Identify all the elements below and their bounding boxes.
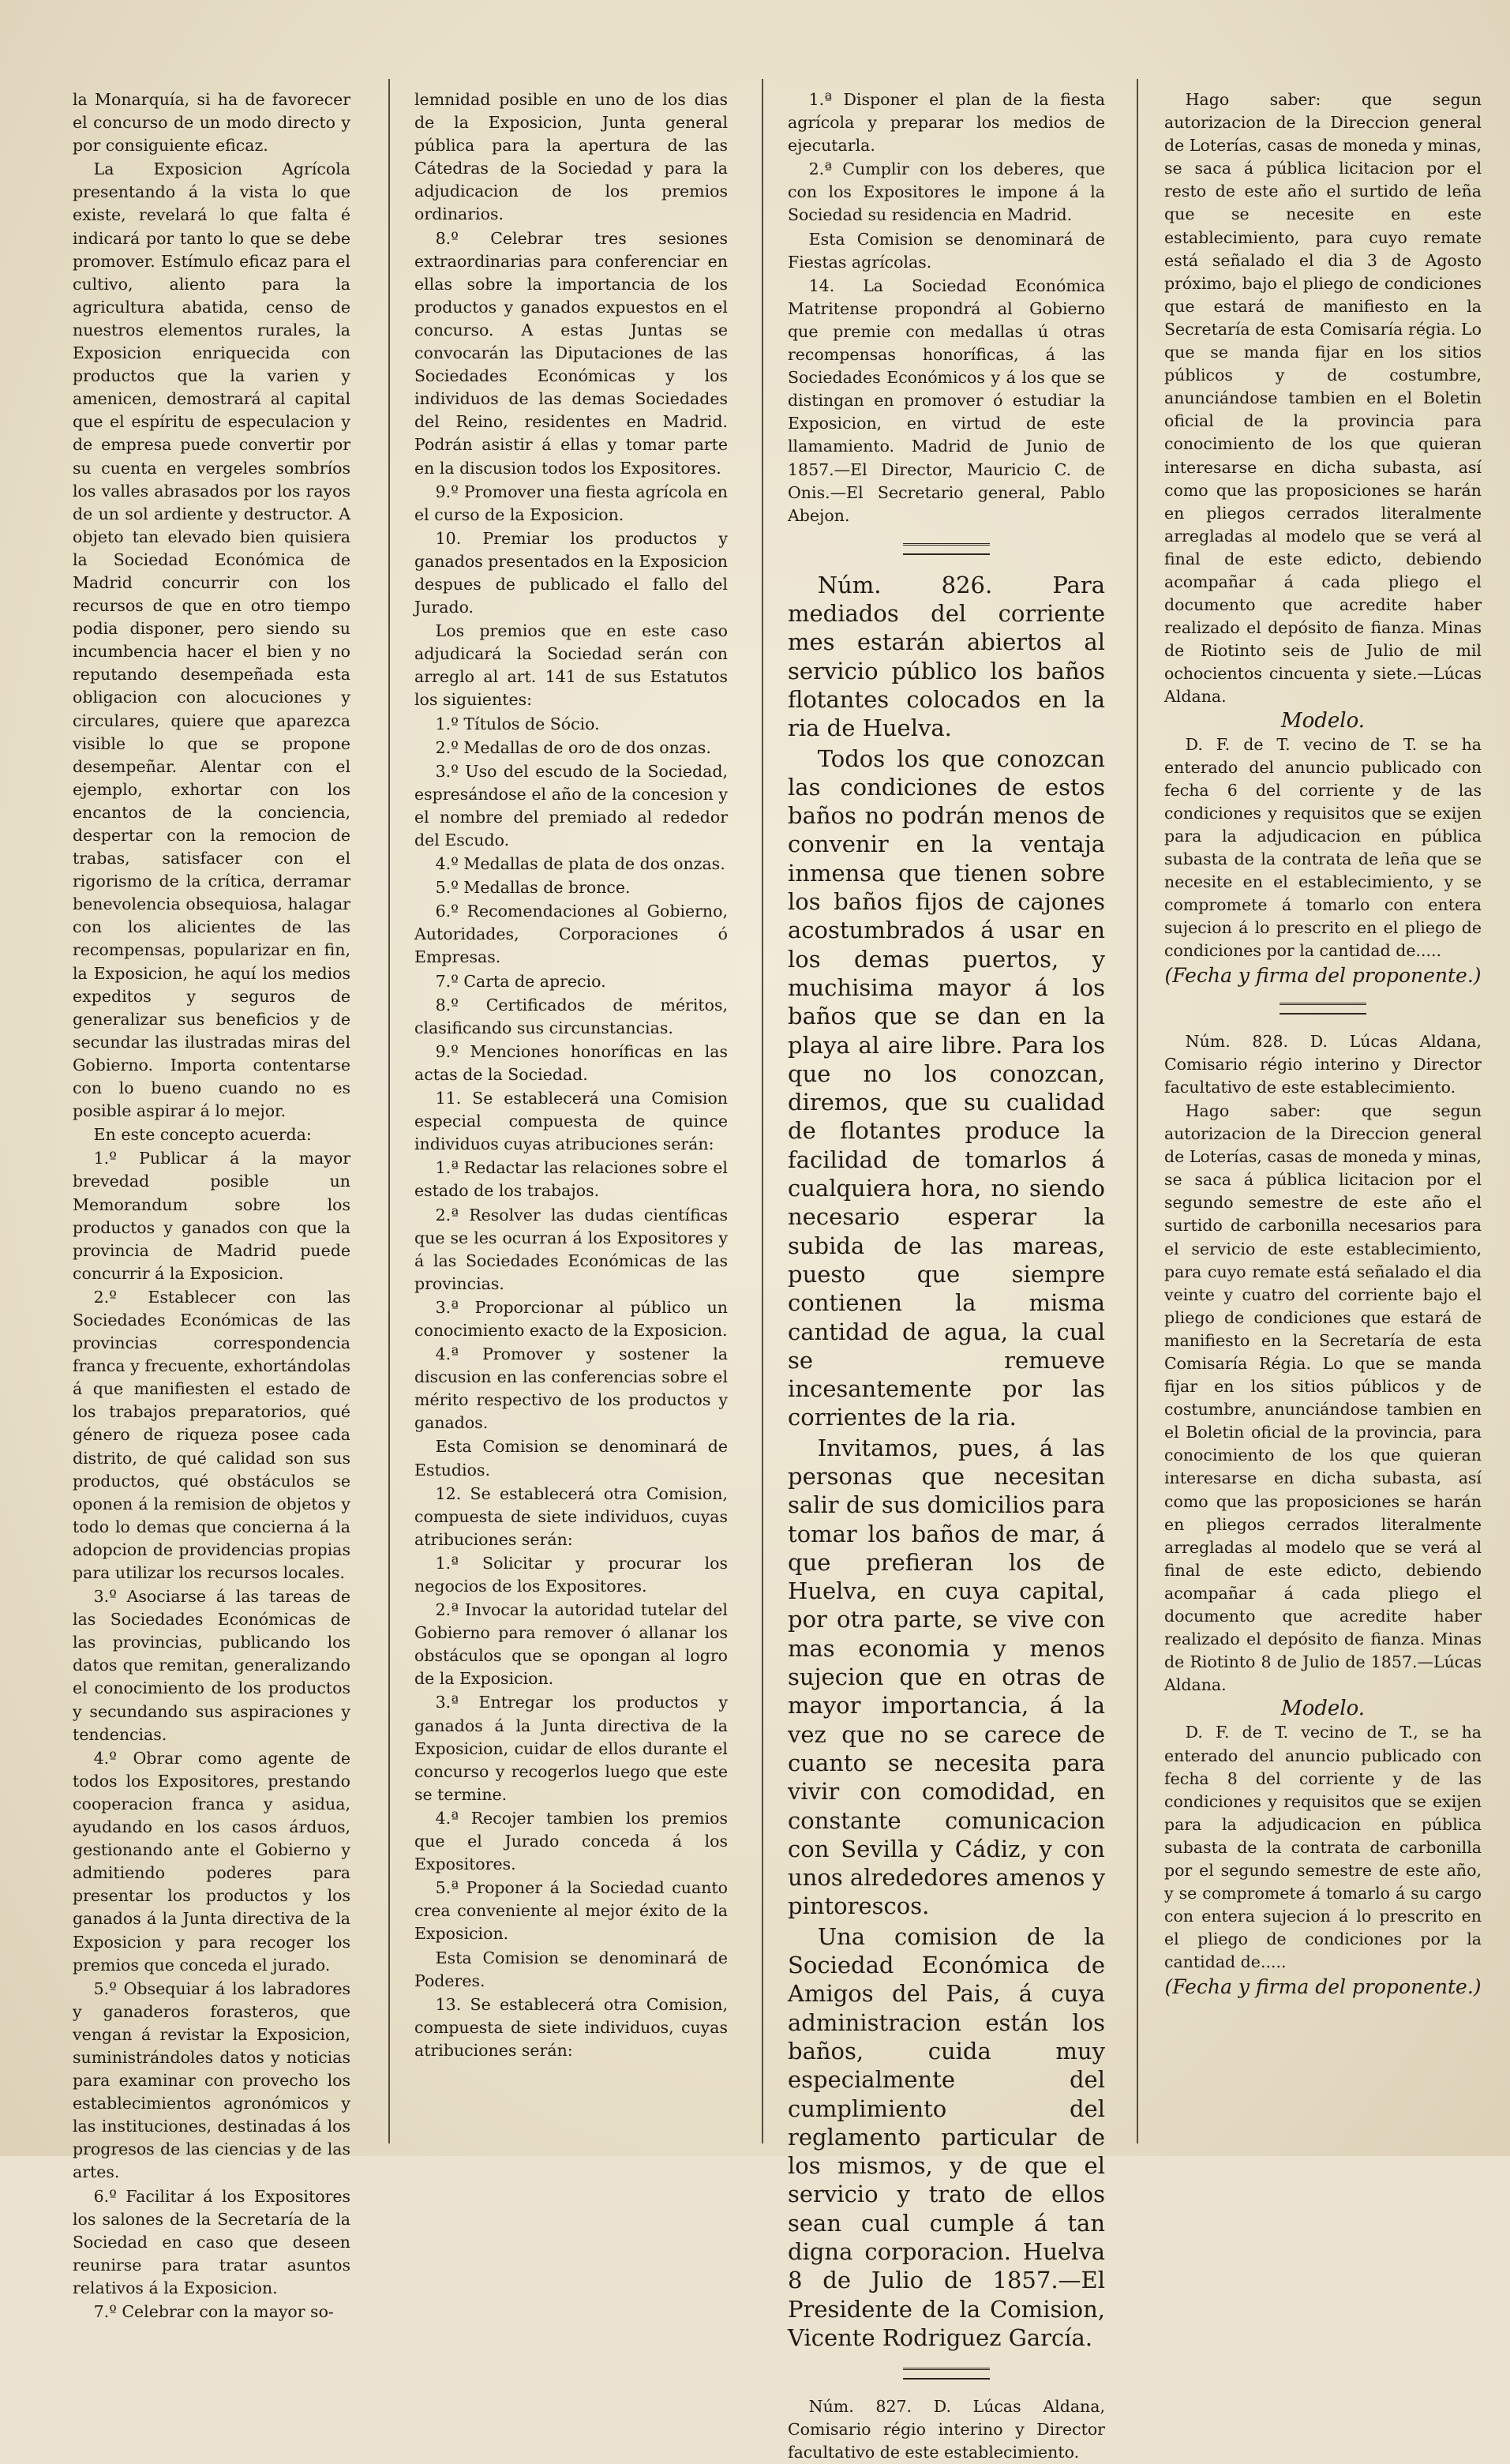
paragraph: 3.ª Entregar los productos y ganados á la Junta directiva de la Exposicion, cuidar de ellos durante el concurso y recogerlos luego que este se termine. [414,1693,728,1804]
paragraph: Esta Comision se denominará de Fiestas agrícolas. [788,229,1105,272]
paragraph: 4.ª Recojer tambien los premios que el Jurado conceda á los Expositores. [414,1808,728,1874]
paragraph: 6.º Recomendaciones al Gobierno, Autoridades, Corporaciones ó Empresas. [414,902,728,967]
paragraph: 7.º Celebrar con la mayor so- [93,2302,334,2321]
paragraph: 11. Se establecerá una Comision especial compuesta de quince individuos cuyas atribuciones serán: [414,1089,728,1154]
paragraph: 9.º Menciones honoríficas en las actas de la Sociedad. [414,1041,728,1084]
paragraph: 1.ª Disponer el plan de la fiesta agrícola y preparar los medios de ejecutarla. [788,90,1105,156]
modelo-heading: Modelo. [1280,1697,1366,1721]
paragraph: 1.ª Solicitar y procurar los negocios de los Expositores. [414,1553,728,1596]
paragraph: Los premios que en este caso adjudicará la Sociedad serán con arreglo al art. 141 de sus Estatutos los siguientes: [414,621,728,710]
paragraph: 3.ª Proporcionar al público un conocimiento exacto de la Exposicion. [414,1297,728,1340]
column-2 [414,88,728,2141]
paragraph: 4.º Medallas de plata de dos onzas. [435,854,725,874]
signature-line: (Fecha y firma del proponente.) [1164,963,1482,987]
separator-ornament [1280,1003,1366,1014]
paragraph: 4.ª Promover y sostener la discusion en las conferencias sobre el mérito respectivo de los productos y ganados. [414,1345,728,1433]
paragraph: Esta Comision se denominará de Poderes. [414,1948,728,1990]
paragraph: 1.ª Redactar las relaciones sobre el estado de los trabajos. [414,1158,728,1201]
paragraph: 7.º Carta de aprecio. [435,971,606,991]
paragraph: 2.ª Cumplir con los deberes, que con los Expositores le impone á la Sociedad su residencia en Madrid. [788,159,1105,225]
column-rule [1137,79,1138,2143]
column-4 [1164,88,1482,2141]
paragraph: Hago saber: que segun autorizacion de la Direccion general de Loterías, casas de moneda y minas, se saca á pública licitacion por el resto de este año el surtido de leña que se necesite en este establecimiento, para cuyo remate está señalado el dia 3 de Agosto próximo, bajo el pliego de condiciones que estará de manifiesto en la Secretaría de esta Comisaría régia. Lo que se manda fijar en los sitios públicos y de costumbre, anunciándose tambien en el Boletin oficial de la provincia para conocimiento de los que quieran interesarse en dicha subasta, así como que las proposiciones se harán en pliegos cerrados literalmente arregladas al modelo que se verá al final de este edicto, debiendo acompañar á cada pliego el documento que acredite haber realizado el depósito de fianza. Minas de Riotinto seis de Julio de mil ochocientos cincuenta y siete.—Lúcas Aldana. [1164,90,1482,707]
paragraph: 3.º Uso del escudo de la Sociedad, espresándose el año de la concesion y el nombre del premiado al rededor del Escudo. [414,761,728,849]
column-1 [73,88,350,2321]
paragraph: 10. Premiar los productos y ganados presentados en la Exposicion despues de publicado el fallo del Jurado. [414,528,728,617]
notice-827-heading: Núm. 827. D. Lúcas Aldana, Comisario régio interino y Director facultativo de este establecimiento. [788,2397,1105,2462]
paragraph: 3.º Asociarse á las tareas de las Sociedades Económicas de las provincias, publicando los datos que remitan, generalizando el conocimiento de los productos y secundando sus aspiraciones y tendencias. [73,1587,350,1744]
paragraph: 2.º Establecer con las Sociedades Económicas de las provincias correspondencia franca y frecuente, exhortándolas á que manifiesten el estado de los trabajos preparatorios, qué género de riqueza posee cada distrito, de qué calidad son sus productos, qué obstáculos se oponen á la remision de objetos y todo lo demas que concierna á la adopcion de providencias propias para utilizar los recursos locales. [73,1287,350,1582]
paragraph: 5.ª Proponer á la Sociedad cuanto crea conveniente al mejor éxito de la Exposicion. [414,1878,728,1944]
paragraph: Todos los que conozcan las condiciones de estos baños no podrán menos de convenir en la ventaja inmensa que tienen sobre los baños fijos de cajones acostumbrados á usar en los demas puertos, y muchisima mayor á los baños que se dan en la playa al aire libre. Para los que no los conozcan, diremos, que su cualidad de flotantes produce la facilidad de tomarlos á cualquiera hora, no siendo necesario esperar la subida de las mareas, puesto que siempre contienen la misma cantidad de agua, la cual se remueve incesantemente por las corrientes de la ria. [788,744,1105,1431]
paragraph: 2.º Medallas de oro de dos onzas. [435,737,711,757]
paragraph: 1.º Publicar á la mayor brevedad posible un Memorandum sobre los productos y ganados con que la provincia de Madrid puede concurrir á la Exposicion. [73,1149,350,1283]
column-rule [762,79,763,2143]
paragraph: 2.ª Resolver las dudas científicas que se les ocurran á los Expositores y á las Sociedades Económicas de las provincias. [414,1205,728,1293]
paragraph: 1.º Títulos de Sócio. [435,714,600,733]
paragraph: 12. Se establecerá otra Comision, compuesta de siete individuos, cuyas atribuciones serán: [414,1483,728,1549]
paragraph: Una comision de la Sociedad Económica de Amigos del Pais, á cuya administracion están los baños, cuida muy especialmente del cumplimiento del reglamento particular de los mismos, y de que el servicio y trato de ellos sean cual cumple á tan digna corporacion. Huelva 8 de Julio de 1857.—El Presidente de la Comision, Vicente Rodriguez García. [788,1922,1105,2351]
paragraph: Esta Comision se denominará de Estudios. [414,1437,728,1480]
paragraph: La Exposicion Agrícola presentando á la vista lo que existe, revelará lo que falta é indicará por tanto lo que se debe promover. Estímulo eficaz para el cultivo, aliento para la agricultura abatida, censo de nuestros elementos rurales, la Exposicion enriquecida con productos que la varien y amenicen, demostrará al capital que el espíritu de especulacion y de empresa puede convertir por su cuenta en vergeles sombríos los valles abrasados por los rayos de un sol ardiente y destructor. A objeto tan elevado bien quisiera la Sociedad Económica de Madrid concurrir con los recursos de que en otro tiempo podia disponer, pero siendo su incumbencia hacer el bien y no reputando desempeñada esta obligacion con alocuciones y circulares, quiere que aparezca visible lo que se propone desempeñar. Alentar con el ejemplo, exhortar con los encantos de la conciencia, despertar con la remocion de trabas, satisfacer con el rigorismo de la crítica, derramar benevolencia obsequiosa, halagar con los alicientes de las recompensas, popularizar en fin, la Exposicion, he aquí los medios expeditos y seguros de generalizar sus beneficios y de secundar las ilustradas miras del Gobierno. Importa contentarse con lo bueno cuando no es posible aspirar á lo mejor. [73,159,350,1121]
paragraph: Invitamos, pues, á las personas que necesitan salir de sus domicilios para tomar los baños de mar, á que prefieran los de Huelva, en cuya capital, por otra parte, se vive con mas economia y menos sujecion que en otras de mayor importancia, á la vez que no se carece de cuanto se necesita para vivir con comodidad, en constante comunicacion con Sevilla y Cádiz, y con unos alrededores amenos y pintorescos. [788,1434,1105,1920]
paragraph: 4.º Obrar como agente de todos los Expositores, prestando cooperacion franca y asidua, ayudando en los casos árduos, gestionando ante el Gobierno y admitiendo poderes para presentar los productos y los ganados á la Junta directiva de la Exposicion y para recoger los premios que conceda el jurado. [73,1748,350,1975]
paragraph: 8.º Celebrar tres sesiones extraordinarias para conferenciar en ellas sobre la importancia de los productos y ganados expuestos en el concurso. A estas Juntas se convocarán las Diputaciones de las Sociedades Económicas y los individuos de las demas Sociedades del Reino, residentes en Madrid. Podrán asistir á ellas y tomar parte en la discusion todos los Expositores. [414,228,728,478]
separator-ornament [903,543,990,555]
paragraph: Núm. 826. Para mediados del corriente mes estarán abiertos al servicio público los baños flotantes colocados en la ria de Huelva. [788,571,1105,742]
paragraph: 2.ª Invocar la autoridad tutelar del Gobierno para remover ó allanar los obstáculos que se opongan al logro de la Exposicion. [414,1600,728,1689]
paragraph: 9.º Promover una fiesta agrícola en el curso de la Exposicion. [414,482,728,524]
paragraph: 13. Se establecerá otra Comision, compuesta de siete individuos, cuyas atribuciones serán: [414,1994,728,2060]
paragraph: Hago saber: que segun autorizacion de la Direccion general de Loterías, casas de moneda y minas, se saca á pública licitacion por el segundo semestre de este año el surtido de carbonilla necesarios para el servicio de este establecimiento, para cuyo remate está señalado el dia veinte y cuatro del corriente bajo el pliego de condiciones que estará de manifiesto en la Secretaría de esta Comisaría Régia. Lo que se manda fijar en los sitios públicos y de costumbre, anunciándose tambien en el Boletin oficial de la provincia, para conocimiento de los que quieran interesarse en dicha subasta, así como que las proposiciones se harán en pliegos cerrados literalmente arregladas al modelo que se verá al final de este edicto, debiendo acompañar á cada pliego el documento que acredite haber realizado el depósito de fianza. Minas de Riotinto 8 de Julio de 1857.—Lúcas Aldana. [1164,1101,1482,1695]
column-3 [788,88,1105,2462]
paragraph: 8.º Certificados de méritos, clasificando sus circunstancias. [414,995,728,1037]
notice-826 [788,571,1105,2352]
separator-ornament [903,2368,990,2380]
paragraph: 6.º Facilitar á los Expositores los salones de la Secretaría de la Sociedad en caso que deseen reunirse para tratar asuntos relativos á la Exposicion. [73,2186,350,2297]
column-rule [388,79,390,2143]
paragraph: En este concepto acuerda: [93,1125,312,1145]
paragraph: Núm. 828. D. Lúcas Aldana, Comisario régio interino y Director facultativo de este establecimiento. [1164,1031,1482,1097]
modelo-heading: Modelo. [1280,708,1366,733]
paragraph: lemnidad posible en uno de los dias de la Exposicion, Junta general pública para la apertura de las Cátedras de la Sociedad y para la adjudicacion de los premios ordinarios. [414,90,728,224]
paragraph: la Monarquía, si ha de favorecer el concurso de un modo directo y por consiguiente eficaz. [73,90,350,156]
paragraph: 5.º Medallas de bronce. [435,878,631,898]
signature-line: (Fecha y firma del proponente.) [1164,1975,1482,1998]
model-text: D. F. de T. vecino de T. se ha enterado del anuncio publicado con fecha 6 del corriente y de las condiciones y requisitos que se exijen para la adjudicacion en pública subasta de la contrata de leña que se necesite en el establecimiento, y se compromete á tomarlo con entera sujecion á lo prescrito en el pliego de condiciones por la cantidad de..... [1164,734,1482,961]
model-text: D. F. de T. vecino de T., se ha enterado del anuncio publicado con fecha 8 del corriente y de las condiciones y requisitos que se exijen para la adjudicacion en pública subasta de la contrata de carbonilla por el segundo semestre de este año, y se compromete á tomarlo á su cargo con entera sujecion á lo prescrito en el pliego de condiciones por la cantidad de..... [1164,1723,1482,1972]
paragraph: 14. La Sociedad Económica Matritense propondrá al Gobierno que premie con medallas ú otras recompensas honoríficas, á las Sociedades Económicos y á los que se distingan en promover ó estudiar la Exposicion, en virtud de este llamamiento. Madrid de Junio de 1857.—El Director, Mauricio C. de Onis.—El Secretario general, Pablo Abejon. [788,276,1105,525]
paragraph: 5.º Obsequiar á los labradores y ganaderos forasteros, que vengan á revistar la Exposicion, suministrándoles datos y noticias para examinar con provecho los establecimientos agronómicos y las instituciones, destinadas á los progresos de las ciencias y de las artes. [73,1978,350,2182]
